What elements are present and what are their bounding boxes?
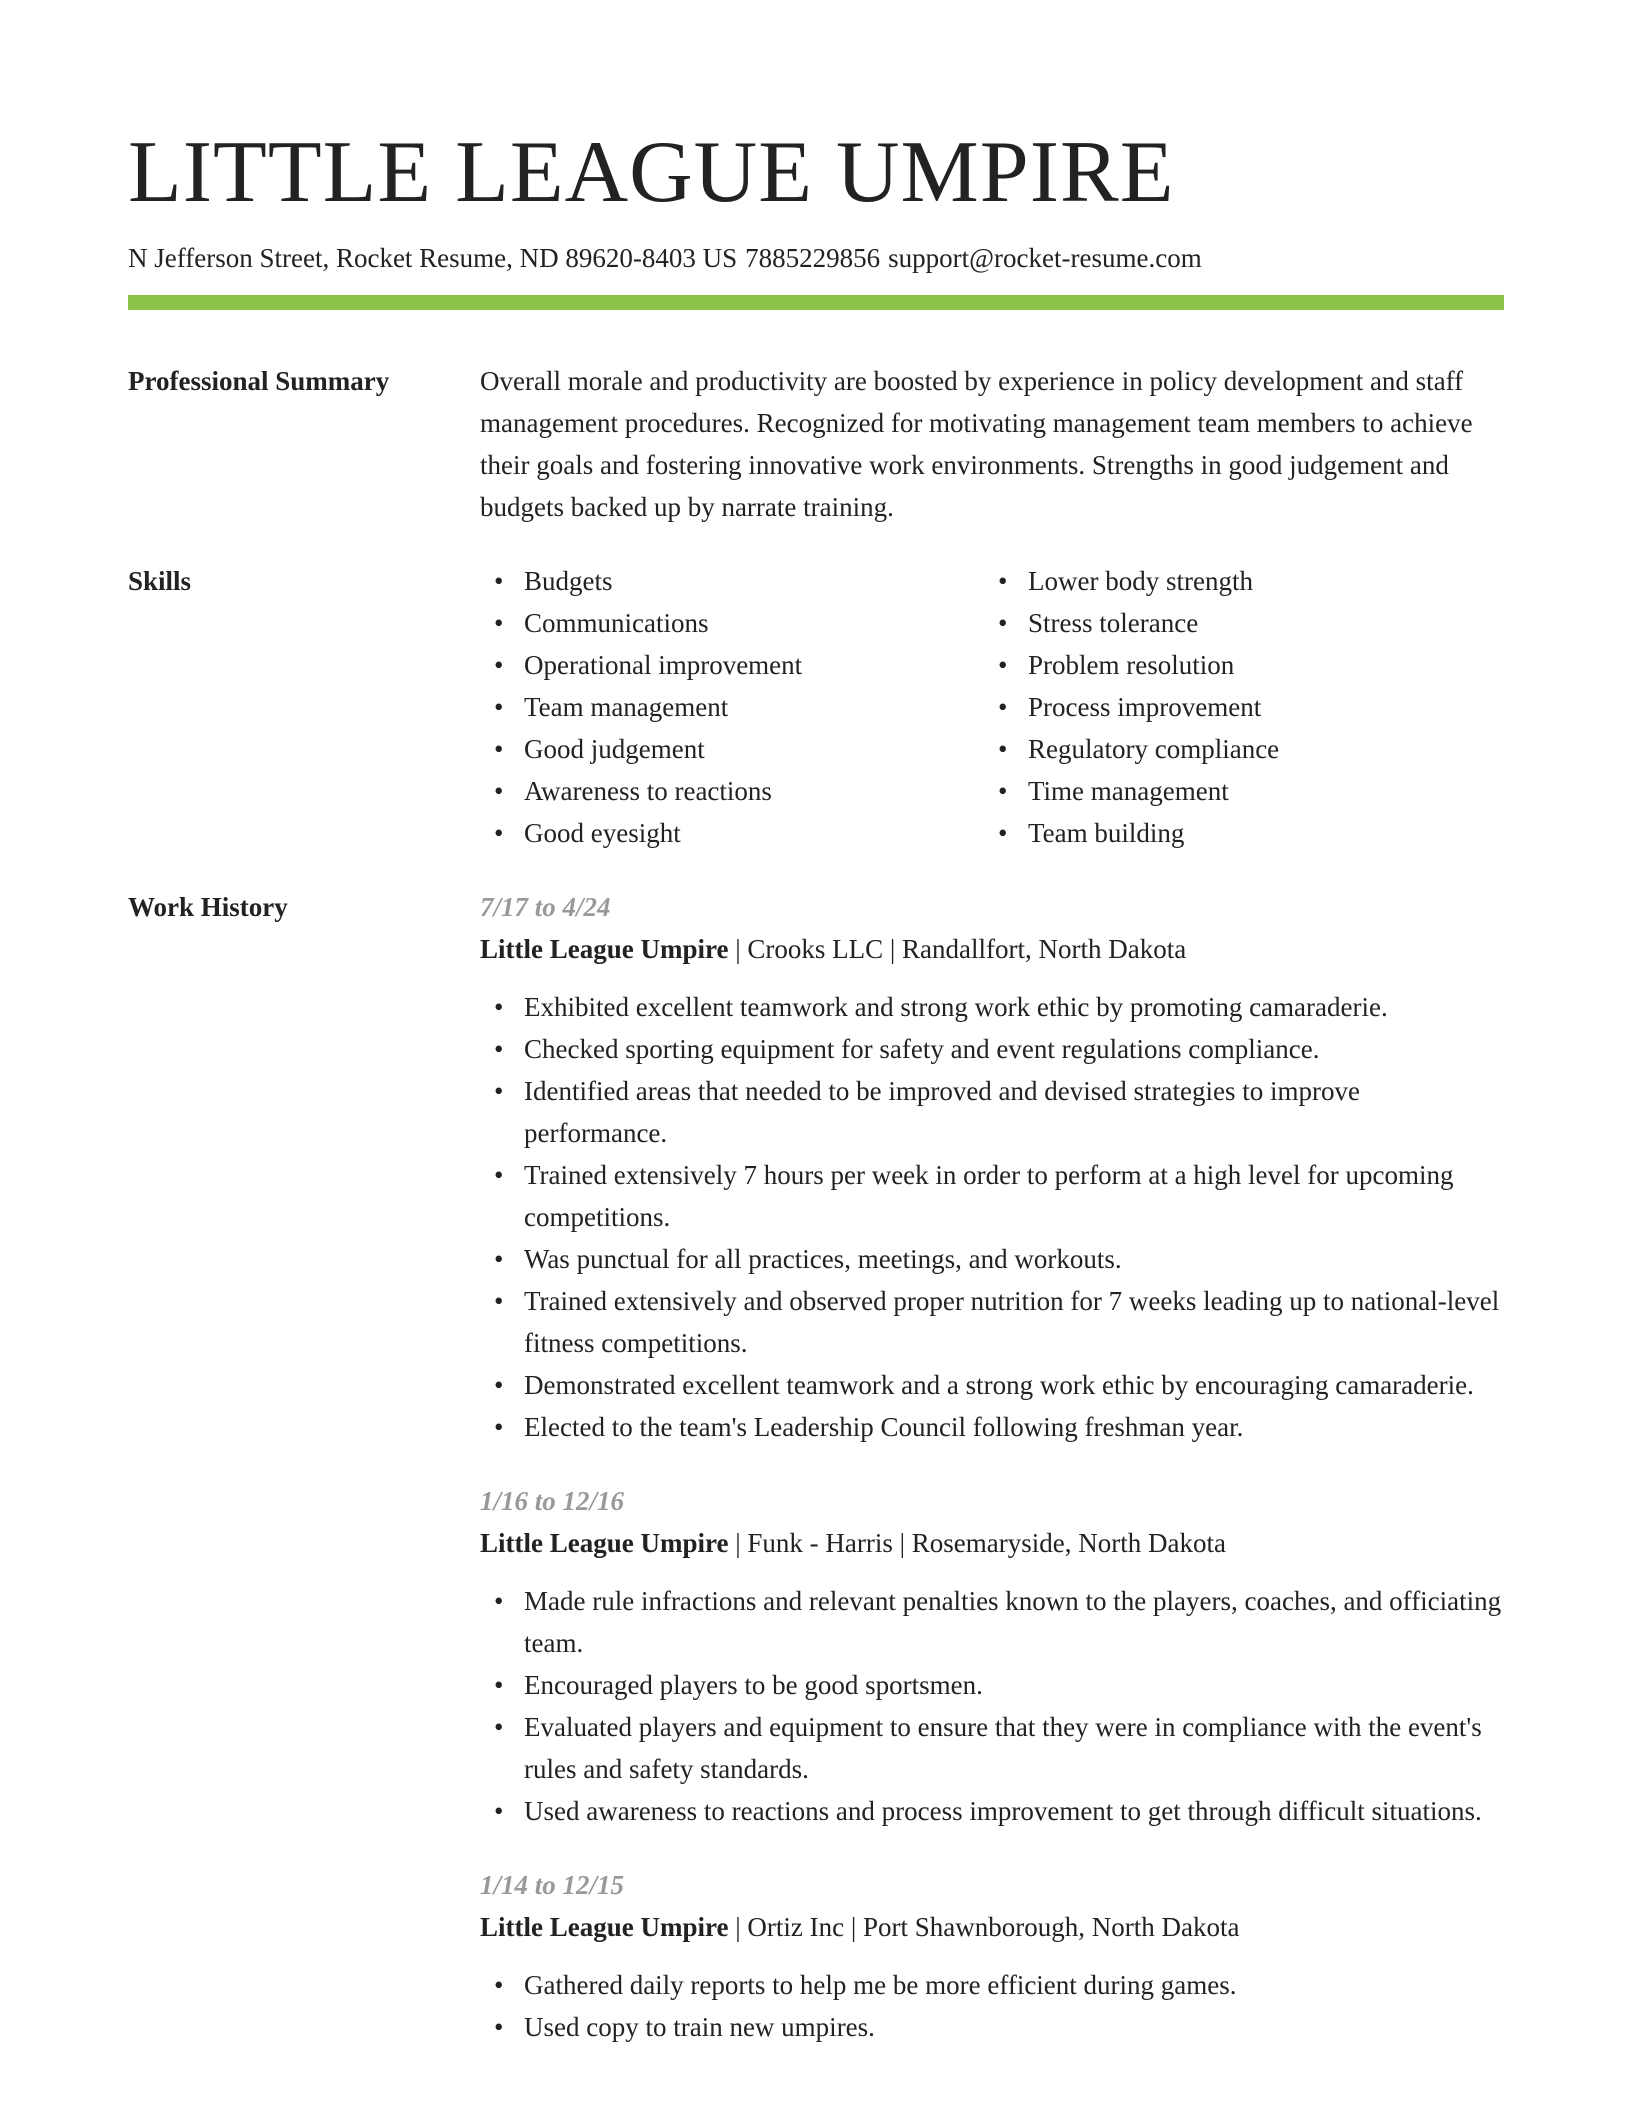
phone-number: 7885229856 <box>745 243 881 273</box>
skill-item: • Problem resolution <box>984 644 1488 686</box>
job-dates: 7/17 to 4/24 <box>480 892 611 922</box>
responsibility-item: • Demonstrated excellent teamwork and a strong work ethic by encouraging camaraderie. <box>480 1364 1504 1406</box>
skill-item: • Awareness to reactions <box>480 770 984 812</box>
responsibility-item: • Used awareness to reactions and process improvement to get through difficult situations. <box>480 1790 1504 1832</box>
work-history-entries <box>480 886 1504 2048</box>
work-history-section <box>128 886 1504 2048</box>
job-title: Little League Umpire <box>480 934 729 964</box>
skill-item: • Team building <box>984 812 1488 854</box>
skill-item: • Operational improvement <box>480 644 984 686</box>
responsibility-item: • Trained extensively 7 hours per week in order to perform at a high level for upcoming competitions. <box>480 1154 1504 1238</box>
job-title: Little League Umpire <box>480 1912 729 1942</box>
skill-item: • Process improvement <box>984 686 1488 728</box>
contact-line <box>128 240 1504 276</box>
responsibility-item: • Made rule infractions and relevant penalties known to the players, coaches, and officiating team. <box>480 1580 1504 1664</box>
job-heading <box>480 1906 1504 1948</box>
section-heading-work-history: Work History <box>128 892 288 922</box>
skills-column-left <box>480 560 984 854</box>
job-responsibilities <box>480 1580 1504 1832</box>
responsibility-item: • Was punctual for all practices, meetings, and workouts. <box>480 1238 1504 1280</box>
professional-summary-section <box>128 360 1504 528</box>
responsibility-item: • Trained extensively and observed proper nutrition for 7 weeks leading up to national-level fitness competitions. <box>480 1280 1504 1364</box>
skills-section <box>128 560 1504 854</box>
skill-item: • Team management <box>480 686 984 728</box>
responsibility-item: • Encouraged players to be good sportsmen. <box>480 1664 1504 1706</box>
skill-item: • Regulatory compliance <box>984 728 1488 770</box>
job-employer-location: | Ortiz Inc | Port Shawnborough, North Dakota <box>728 1912 1240 1942</box>
address: N Jefferson Street, Rocket Resume, ND 89620-8403 US <box>128 243 738 273</box>
job-entry <box>480 1864 1504 2048</box>
skill-item: • Good eyesight <box>480 812 984 854</box>
summary-text: Overall morale and productivity are boosted by experience in policy development and staff management procedures. Recognized for motivating management team members to achieve their goals and fostering innovative work environments. Strengths in good judgement and budgets backed up by narrate training. <box>480 366 1473 522</box>
skill-item: • Stress tolerance <box>984 602 1488 644</box>
job-responsibilities <box>480 1964 1504 2048</box>
section-heading-summary: Professional Summary <box>128 366 390 396</box>
job-entry <box>480 886 1504 1448</box>
job-employer-location: | Funk - Harris | Rosemaryside, North Dakota <box>728 1528 1226 1558</box>
section-heading-skills: Skills <box>128 566 192 596</box>
skill-item: • Communications <box>480 602 984 644</box>
responsibility-item: • Used copy to train new umpires. <box>480 2006 1504 2048</box>
responsibility-item: • Checked sporting equipment for safety and event regulations compliance. <box>480 1028 1504 1070</box>
job-employer-location: | Crooks LLC | Randallfort, North Dakota <box>728 934 1187 964</box>
responsibility-item: • Elected to the team's Leadership Council following freshman year. <box>480 1406 1504 1448</box>
skill-item: • Time management <box>984 770 1488 812</box>
responsibility-item: • Identified areas that needed to be improved and devised strategies to improve performance. <box>480 1070 1504 1154</box>
job-title: Little League Umpire <box>480 1528 729 1558</box>
job-responsibilities <box>480 986 1504 1448</box>
email-address: support@rocket-resume.com <box>888 243 1202 273</box>
responsibility-item: • Gathered daily reports to help me be more efficient during games. <box>480 1964 1504 2006</box>
responsibility-item: • Evaluated players and equipment to ensure that they were in compliance with the event's rules and safety standards. <box>480 1706 1504 1790</box>
skills-list <box>480 560 1504 854</box>
skill-item: • Good judgement <box>480 728 984 770</box>
header-divider <box>128 295 1504 310</box>
job-heading <box>480 928 1504 970</box>
responsibility-item: • Exhibited excellent teamwork and strong work ethic by promoting camaraderie. <box>480 986 1504 1028</box>
candidate-name: LITTLE LEAGUE UMPIRE <box>128 124 1175 221</box>
job-dates: 1/14 to 12/15 <box>480 1870 625 1900</box>
skill-item: • Lower body strength <box>984 560 1488 602</box>
resume-page <box>128 118 1504 2048</box>
skill-item: • Budgets <box>480 560 984 602</box>
job-entry <box>480 1480 1504 1832</box>
job-dates: 1/16 to 12/16 <box>480 1486 625 1516</box>
skills-column-right <box>984 560 1488 854</box>
job-heading <box>480 1522 1504 1564</box>
